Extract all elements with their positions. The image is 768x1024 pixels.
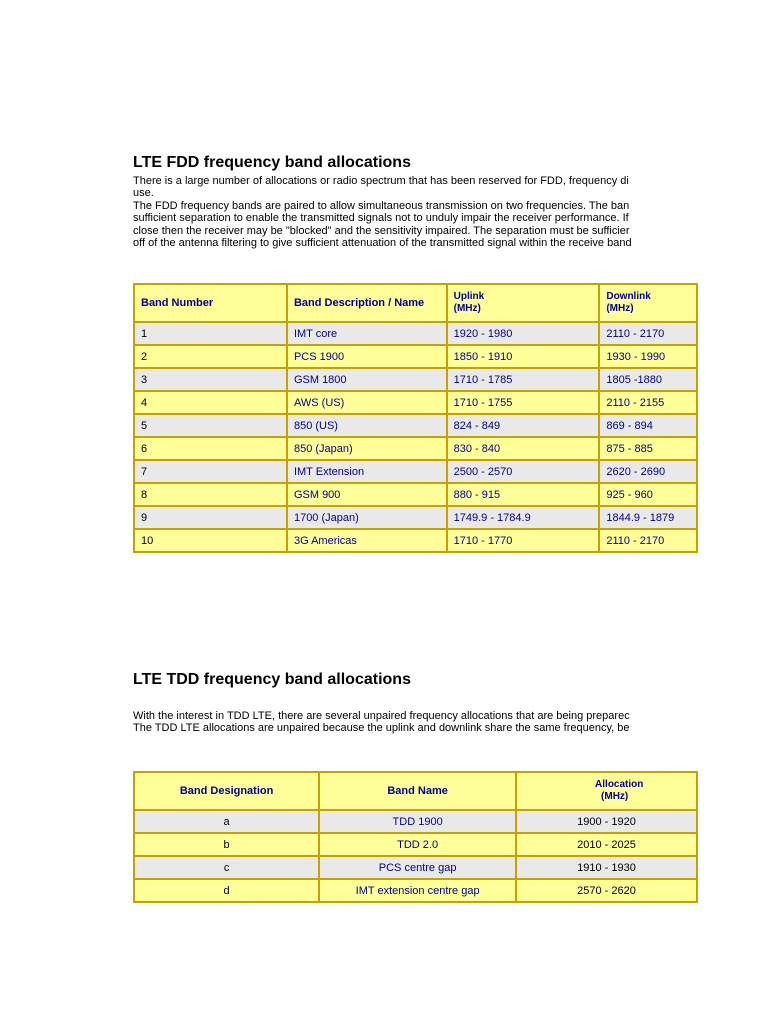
band-name-cell: TDD 1900 <box>319 810 516 833</box>
tdd-paragraph <box>133 710 698 735</box>
downlink-cell: 2110 - 2170 <box>599 529 697 552</box>
header-band-number: Band Number <box>134 284 287 322</box>
header-allocation-line2: (MHz) <box>601 791 629 802</box>
fdd-paragraph <box>133 175 698 249</box>
fdd-paragraph-line: There is a large number of allocations or radio spectrum that has been reserved for FDD, frequency di <box>133 175 629 187</box>
tdd-heading: LTE TDD frequency band allocations <box>133 671 411 688</box>
tdd-table-row <box>134 833 697 856</box>
downlink-cell: 925 - 960 <box>599 483 697 506</box>
header-downlink-line1: Downlink <box>606 291 651 302</box>
uplink-cell: 1710 - 1770 <box>447 529 600 552</box>
fdd-table-row <box>134 437 697 460</box>
band-number-cell: 5 <box>134 414 287 437</box>
uplink-cell: 1710 - 1755 <box>447 391 600 414</box>
downlink-cell: 2620 - 2690 <box>599 460 697 483</box>
tdd-paragraph-line: The TDD LTE allocations are unpaired because the uplink and downlink share the same frequency, be <box>133 722 630 735</box>
band-name-cell: IMT extension centre gap <box>319 879 516 902</box>
allocation-cell: 1910 - 1930 <box>516 856 697 879</box>
header-band-description: Band Description / Name <box>287 284 447 322</box>
fdd-table-row <box>134 506 697 529</box>
fdd-paragraph-line: The FDD frequency bands are paired to allow simultaneous transmission on two frequencies. The ban <box>133 199 630 212</box>
band-designation-cell: c <box>134 856 319 879</box>
downlink-cell: 1930 - 1990 <box>599 345 697 368</box>
tdd-band-table <box>133 771 698 903</box>
band-number-cell: 9 <box>134 506 287 529</box>
tdd-paragraph-line: With the interest in TDD LTE, there are several unpaired frequency allocations that are being preparec <box>133 710 630 722</box>
tdd-table-row <box>134 879 697 902</box>
uplink-cell: 1920 - 1980 <box>447 322 600 345</box>
fdd-table-row <box>134 460 697 483</box>
header-allocation-line1: Allocation <box>595 779 644 790</box>
uplink-cell: 830 - 840 <box>447 437 600 460</box>
fdd-table-row <box>134 529 697 552</box>
header-uplink-line2: (MHz) <box>453 303 481 314</box>
fdd-table-row <box>134 483 697 506</box>
fdd-table-body <box>134 322 697 552</box>
band-designation-cell: b <box>134 833 319 856</box>
band-name-cell: 1700 (Japan) <box>287 506 447 529</box>
header-allocation <box>516 772 697 810</box>
band-name-cell: AWS (US) <box>287 391 447 414</box>
band-name-cell: 850 (US) <box>287 414 447 437</box>
fdd-table-row <box>134 391 697 414</box>
band-name-cell: GSM 900 <box>287 483 447 506</box>
fdd-table-row <box>134 322 697 345</box>
downlink-cell: 875 - 885 <box>599 437 697 460</box>
band-designation-cell: a <box>134 810 319 833</box>
fdd-table-row <box>134 345 697 368</box>
fdd-table-row <box>134 368 697 391</box>
fdd-heading: LTE FDD frequency band allocations <box>133 154 411 171</box>
fdd-paragraph-line: sufficient separation to enable the transmitted signals not to unduly impair the receiver performance. If <box>133 212 629 225</box>
band-name-cell: IMT core <box>287 322 447 345</box>
fdd-table-row <box>134 414 697 437</box>
band-number-cell: 1 <box>134 322 287 345</box>
tdd-table-body <box>134 810 697 902</box>
band-name-cell: TDD 2.0 <box>319 833 516 856</box>
uplink-cell: 1749.9 - 1784.9 <box>447 506 600 529</box>
fdd-paragraph-line: off of the antenna filtering to give sufficient attenuation of the transmitted signal within the receive band <box>133 237 632 250</box>
header-uplink-line1: Uplink <box>453 291 485 302</box>
uplink-cell: 880 - 915 <box>447 483 600 506</box>
header-downlink-line2: (MHz) <box>606 303 634 314</box>
allocation-cell: 2010 - 2025 <box>516 833 697 856</box>
band-number-cell: 2 <box>134 345 287 368</box>
allocation-cell: 2570 - 2620 <box>516 879 697 902</box>
band-name-cell: IMT Extension <box>287 460 447 483</box>
band-number-cell: 3 <box>134 368 287 391</box>
band-name-cell: 3G Americas <box>287 529 447 552</box>
uplink-cell: 1850 - 1910 <box>447 345 600 368</box>
band-name-cell: GSM 1800 <box>287 368 447 391</box>
band-designation-cell: d <box>134 879 319 902</box>
header-downlink <box>599 284 697 322</box>
downlink-cell: 1844.9 - 1879 <box>599 506 697 529</box>
header-uplink <box>447 284 600 322</box>
band-name-cell: 850 (Japan) <box>287 437 447 460</box>
fdd-table-header-row <box>134 284 697 322</box>
band-number-cell: 4 <box>134 391 287 414</box>
downlink-cell: 1805 -1880 <box>599 368 697 391</box>
band-number-cell: 10 <box>134 529 287 552</box>
header-band-designation: Band Designation <box>134 772 319 810</box>
tdd-table-header-row <box>134 772 697 810</box>
fdd-paragraph-line: use. <box>133 187 154 200</box>
fdd-band-table <box>133 283 698 553</box>
band-name-cell: PCS 1900 <box>287 345 447 368</box>
uplink-cell: 2500 - 2570 <box>447 460 600 483</box>
downlink-cell: 2110 - 2170 <box>599 322 697 345</box>
band-number-cell: 6 <box>134 437 287 460</box>
allocation-cell: 1900 - 1920 <box>516 810 697 833</box>
fdd-paragraph-line: close then the receiver may be "blocked" and the sensitivity impaired. The separation must be sufficier <box>133 224 630 237</box>
header-band-name: Band Name <box>319 772 516 810</box>
band-number-cell: 7 <box>134 460 287 483</box>
tdd-table-row <box>134 810 697 833</box>
band-name-cell: PCS centre gap <box>319 856 516 879</box>
uplink-cell: 1710 - 1785 <box>447 368 600 391</box>
tdd-table-row <box>134 856 697 879</box>
uplink-cell: 824 - 849 <box>447 414 600 437</box>
band-number-cell: 8 <box>134 483 287 506</box>
downlink-cell: 2110 - 2155 <box>599 391 697 414</box>
downlink-cell: 869 - 894 <box>599 414 697 437</box>
